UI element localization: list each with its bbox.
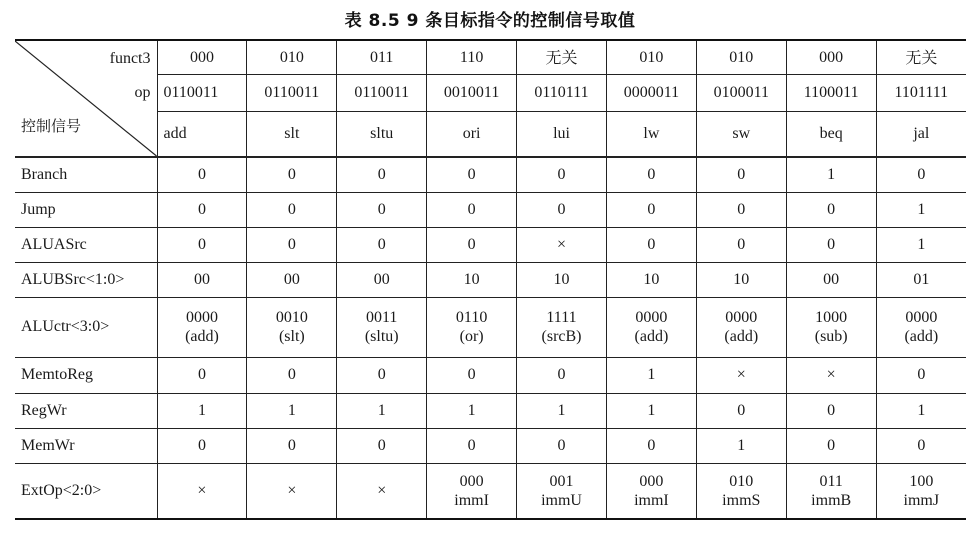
- signal-value-cell: [157, 357, 247, 393]
- signal-value-cell: [876, 157, 966, 192]
- signal-value: 1: [287, 401, 296, 419]
- op-cell: 0110111: [517, 74, 607, 111]
- signal-row: [15, 297, 966, 357]
- signal-value: 0: [377, 235, 386, 253]
- signal-note: (sltu): [364, 328, 399, 345]
- signal-value: 1: [647, 366, 656, 384]
- funct3-cell: 110: [427, 40, 517, 74]
- signal-value: 0: [377, 166, 386, 184]
- signal-value: 0000: [635, 308, 668, 326]
- signal-value-cell: [427, 192, 517, 227]
- instr-cell: add: [157, 111, 247, 157]
- funct3-cell: 无关: [517, 40, 607, 74]
- signal-value: 0: [467, 436, 476, 454]
- signal-value-cell: [606, 428, 696, 463]
- signal-value-cell: [696, 297, 786, 357]
- funct3-cell: 010: [606, 40, 696, 74]
- signal-value: 1: [917, 235, 926, 253]
- signal-value: 10: [553, 270, 570, 288]
- signal-value-cell: [337, 157, 427, 192]
- signal-value-cell: [876, 463, 966, 519]
- signal-value-cell: [876, 227, 966, 262]
- signal-note: (add): [634, 328, 669, 345]
- signal-value-cell: [606, 262, 696, 297]
- signal-value: 0: [467, 200, 476, 218]
- signal-value: 0000: [905, 308, 938, 326]
- signal-note: immS: [722, 491, 761, 509]
- signal-note: immI: [454, 491, 489, 509]
- signal-value-cell: [517, 157, 607, 192]
- signal-value-cell: [337, 357, 427, 393]
- signal-value: 100: [909, 472, 934, 490]
- signal-value-cell: [696, 463, 786, 519]
- signal-name: ALUASrc: [15, 227, 157, 262]
- signal-value: 0: [647, 235, 656, 253]
- signal-name: MemWr: [15, 428, 157, 463]
- signal-value: 0: [557, 366, 566, 384]
- signal-note: immU: [541, 491, 582, 509]
- signal-value-cell: [786, 357, 876, 393]
- signal-value-cell: [157, 227, 247, 262]
- signal-value: 0: [467, 366, 476, 384]
- signal-value: 00: [283, 270, 300, 288]
- signal-value-cell: [696, 157, 786, 192]
- signal-value-cell: [876, 357, 966, 393]
- signal-note: (add): [904, 328, 939, 345]
- signal-value: 00: [823, 270, 840, 288]
- instr-cell: lw: [606, 111, 696, 157]
- funct3-cell: 000: [157, 40, 247, 74]
- signal-name: Branch: [15, 157, 157, 192]
- signal-value: 1: [377, 401, 386, 419]
- signal-value: 0: [557, 200, 566, 218]
- signal-value-cell: [696, 262, 786, 297]
- signal-label: 控制信号: [21, 117, 82, 135]
- instr-cell: lui: [517, 111, 607, 157]
- signal-note: (sub): [814, 328, 848, 345]
- signal-value: 0: [647, 436, 656, 454]
- signal-value: 0000: [725, 308, 758, 326]
- signal-value: 1: [557, 401, 566, 419]
- signal-value-cell: [337, 192, 427, 227]
- signal-value-cell: [786, 393, 876, 428]
- signal-value-cell: [517, 192, 607, 227]
- signal-value: 001: [549, 472, 574, 490]
- op-label: op: [134, 84, 151, 101]
- signal-value-cell: [606, 297, 696, 357]
- signal-value: 00: [373, 270, 390, 288]
- signal-value-cell: [517, 227, 607, 262]
- signal-value: 10: [733, 270, 750, 288]
- signal-value: 0: [287, 436, 296, 454]
- signal-value: 1: [647, 401, 656, 419]
- signal-value: 0: [467, 235, 476, 253]
- signal-value-cell: [157, 157, 247, 192]
- signal-row: [15, 157, 966, 192]
- funct3-cell: 010: [696, 40, 786, 74]
- funct3-label: funct3: [109, 50, 151, 67]
- instr-cell: sltu: [337, 111, 427, 157]
- signal-value-cell: [337, 227, 427, 262]
- signal-value-cell: [337, 262, 427, 297]
- signal-value: 0: [377, 200, 386, 218]
- funct3-cell: 011: [337, 40, 427, 74]
- signal-value: ×: [287, 482, 297, 500]
- instr-cell: beq: [786, 111, 876, 157]
- signal-value-cell: [606, 463, 696, 519]
- signal-value-cell: [337, 428, 427, 463]
- signal-value-cell: [786, 227, 876, 262]
- signal-value: 1: [737, 436, 746, 454]
- signal-value: 0: [827, 200, 836, 218]
- signal-value: 1111: [546, 308, 577, 326]
- signal-value: 00: [193, 270, 210, 288]
- signal-row: [15, 428, 966, 463]
- signal-value: 1: [917, 401, 926, 419]
- signal-value: 0: [377, 436, 386, 454]
- signal-value-cell: [427, 227, 517, 262]
- signal-value: 0: [827, 235, 836, 253]
- signal-value-cell: [247, 463, 337, 519]
- signal-value: 0: [287, 200, 296, 218]
- signal-name: ALUBSrc<1:0>: [15, 262, 157, 297]
- signal-value: 0: [917, 366, 926, 384]
- signal-value: 0: [197, 366, 206, 384]
- signal-value-cell: [247, 297, 337, 357]
- signal-value-cell: [876, 297, 966, 357]
- signal-value: 0: [287, 166, 296, 184]
- signal-value: 0: [647, 200, 656, 218]
- signal-value-cell: [696, 357, 786, 393]
- signal-value: 10: [463, 270, 480, 288]
- signal-value-cell: [517, 357, 607, 393]
- signal-value: 10: [643, 270, 660, 288]
- signal-name: ExtOp<2:0>: [15, 463, 157, 519]
- signal-note: (srcB): [541, 328, 582, 345]
- signal-value-cell: [606, 157, 696, 192]
- signal-value: 0: [737, 401, 746, 419]
- signal-value-cell: [247, 192, 337, 227]
- signal-row: [15, 262, 966, 297]
- signal-note: (add): [185, 328, 219, 345]
- signal-value: 01: [913, 270, 930, 288]
- signal-value-cell: [157, 297, 247, 357]
- signal-value: 0: [917, 166, 926, 184]
- signal-value-cell: [786, 192, 876, 227]
- signal-row: [15, 192, 966, 227]
- signal-value: ×: [826, 366, 836, 384]
- signal-value: 0: [827, 436, 836, 454]
- signal-note: (or): [459, 328, 484, 345]
- signal-value-cell: [427, 157, 517, 192]
- signal-value-cell: [247, 393, 337, 428]
- op-cell: 0000011: [606, 74, 696, 111]
- signal-value-cell: [696, 192, 786, 227]
- signal-value: 0110: [455, 308, 488, 326]
- signal-value: 1: [827, 166, 836, 184]
- signal-value: 0: [827, 401, 836, 419]
- signal-name: MemtoReg: [15, 357, 157, 393]
- op-cell: 0110011: [157, 74, 247, 111]
- signal-value-cell: [247, 357, 337, 393]
- signal-value: 1000: [815, 308, 848, 326]
- signal-value: 0: [557, 166, 566, 184]
- op-cell: 0010011: [427, 74, 517, 111]
- signal-value-cell: [427, 262, 517, 297]
- signal-value: 000: [459, 472, 484, 490]
- signal-value: 0: [737, 200, 746, 218]
- signal-value-cell: [696, 227, 786, 262]
- instruction-row: [15, 111, 966, 157]
- signal-value-cell: [606, 192, 696, 227]
- signal-value: 0011: [366, 308, 398, 326]
- signal-value-cell: [427, 393, 517, 428]
- signal-value-cell: [157, 393, 247, 428]
- signal-value-cell: [696, 393, 786, 428]
- signal-value: 0: [287, 366, 296, 384]
- signal-value: 1: [917, 200, 926, 218]
- signal-value-cell: [337, 393, 427, 428]
- signal-value: 0: [917, 436, 926, 454]
- signal-value: 0: [737, 235, 746, 253]
- instr-cell: sw: [696, 111, 786, 157]
- signal-value-cell: [247, 428, 337, 463]
- instr-cell: ori: [427, 111, 517, 157]
- signal-value: 1: [197, 401, 206, 419]
- signal-name: RegWr: [15, 393, 157, 428]
- signal-name: ALUctr<3:0>: [15, 297, 157, 357]
- funct3-row: [15, 40, 966, 74]
- signal-value: ×: [736, 366, 746, 384]
- signal-value-cell: [517, 297, 607, 357]
- signal-value-cell: [157, 428, 247, 463]
- signal-value-cell: [606, 357, 696, 393]
- signal-value: 0: [197, 436, 206, 454]
- table-caption: 表 8.5 9 条目标指令的控制信号取值: [344, 11, 636, 31]
- signal-value-cell: [876, 262, 966, 297]
- signal-note: (slt): [278, 328, 305, 345]
- signal-value: 0: [557, 436, 566, 454]
- signal-value: 010: [729, 472, 754, 490]
- signal-value: 0: [197, 235, 206, 253]
- op-cell: 0100011: [696, 74, 786, 111]
- funct3-cell: 010: [247, 40, 337, 74]
- signal-value-cell: [786, 157, 876, 192]
- signal-note: immB: [811, 491, 852, 509]
- control-signal-table: [15, 39, 966, 520]
- signal-value-cell: [247, 262, 337, 297]
- signal-value-cell: [696, 428, 786, 463]
- signal-value: ×: [197, 482, 207, 500]
- signal-value: 0: [737, 166, 746, 184]
- signal-value-cell: [157, 463, 247, 519]
- signal-value-cell: [786, 428, 876, 463]
- signal-value-cell: [427, 297, 517, 357]
- signal-value-cell: [427, 463, 517, 519]
- signal-value: 0: [197, 200, 206, 218]
- signal-value: 0: [197, 166, 206, 184]
- header-corner: [15, 40, 157, 157]
- signal-value: 011: [819, 472, 843, 490]
- signal-value: 0000: [185, 308, 218, 326]
- op-cell: 1100011: [786, 74, 876, 111]
- signal-value-cell: [786, 297, 876, 357]
- instr-cell: slt: [247, 111, 337, 157]
- signal-value-cell: [157, 192, 247, 227]
- signal-value-cell: [337, 463, 427, 519]
- op-cell: 0110011: [337, 74, 427, 111]
- signal-value: 0010: [275, 308, 308, 326]
- signal-value-cell: [427, 428, 517, 463]
- signal-value: ×: [377, 482, 387, 500]
- signal-value-cell: [517, 428, 607, 463]
- signal-value: 000: [639, 472, 664, 490]
- signal-value-cell: [247, 157, 337, 192]
- signal-value-cell: [606, 227, 696, 262]
- signal-note: immJ: [903, 491, 940, 509]
- signal-value-cell: [517, 393, 607, 428]
- op-cell: 0110011: [247, 74, 337, 111]
- signal-value-cell: [786, 262, 876, 297]
- signal-value-cell: [337, 297, 427, 357]
- signal-name: Jump: [15, 192, 157, 227]
- signal-value-cell: [247, 227, 337, 262]
- signal-value-cell: [517, 463, 607, 519]
- funct3-cell: 无关: [876, 40, 966, 74]
- instr-cell: jal: [876, 111, 966, 157]
- signal-value-cell: [606, 393, 696, 428]
- op-row: [15, 74, 966, 111]
- signal-value-cell: [427, 357, 517, 393]
- signal-value-cell: [517, 262, 607, 297]
- signal-value-cell: [157, 262, 247, 297]
- signal-note: (add): [724, 328, 759, 345]
- signal-value: ×: [556, 235, 567, 253]
- signal-value: 0: [287, 235, 296, 253]
- signal-note: immI: [634, 491, 669, 509]
- signal-row: [15, 463, 966, 519]
- signal-value-cell: [876, 393, 966, 428]
- signal-row: [15, 357, 966, 393]
- signal-value-cell: [876, 192, 966, 227]
- signal-row: [15, 393, 966, 428]
- funct3-cell: 000: [786, 40, 876, 74]
- op-cell: 1101111: [876, 74, 966, 111]
- signal-value-cell: [876, 428, 966, 463]
- signal-value: 0: [467, 166, 476, 184]
- signal-value: 1: [467, 401, 476, 419]
- signal-row: [15, 227, 966, 262]
- signal-value: 0: [647, 166, 656, 184]
- signal-value: 0: [377, 366, 386, 384]
- signal-value-cell: [786, 463, 876, 519]
